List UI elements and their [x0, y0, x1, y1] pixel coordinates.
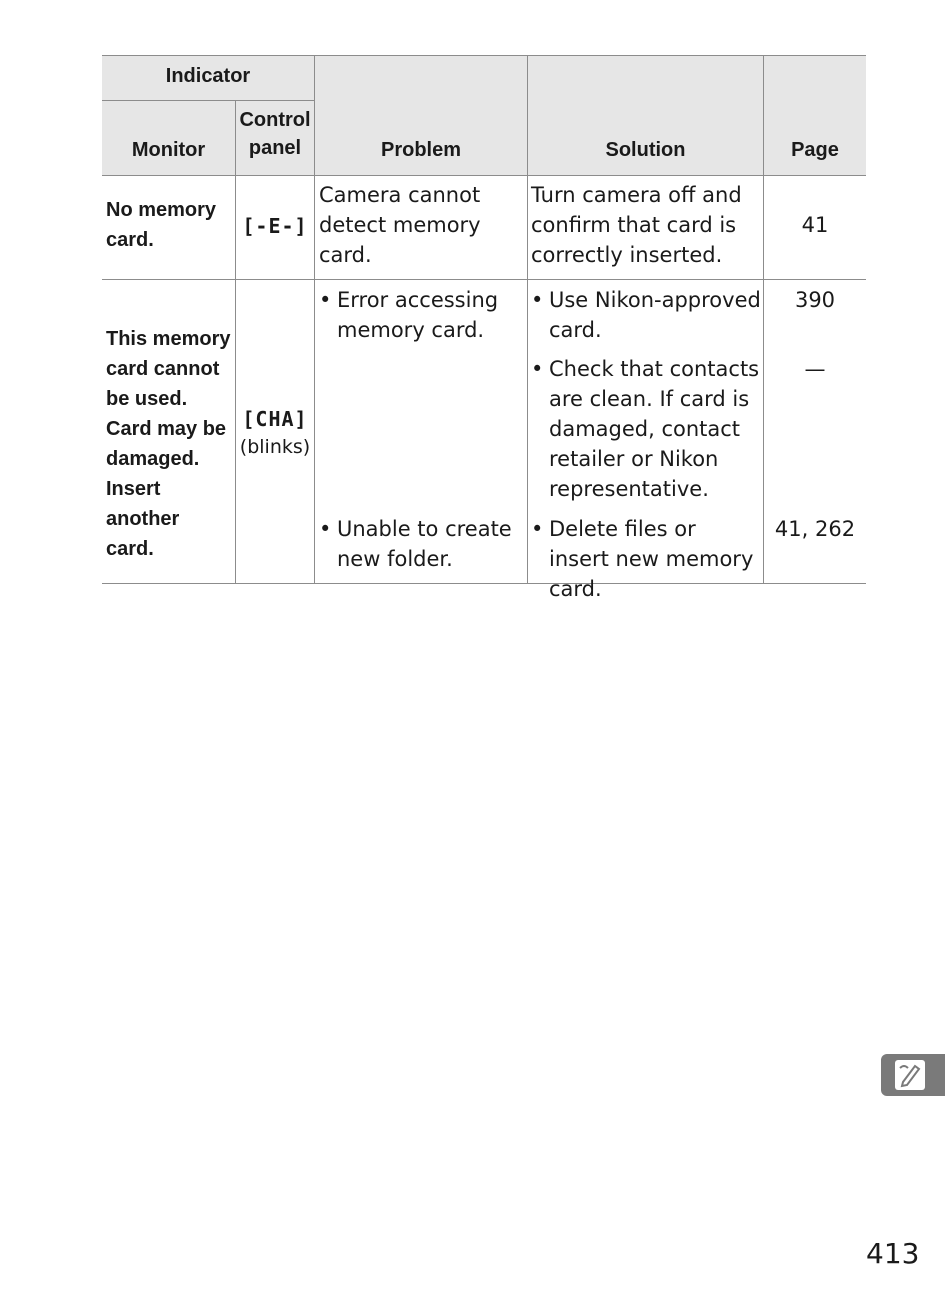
header-page: Page: [791, 139, 839, 161]
page-reference: 390: [794, 288, 836, 312]
monitor-message: This memory card cannot be used. Card may be damaged. Insert another card.: [106, 328, 231, 560]
table-header: [102, 55, 866, 176]
table-row: [102, 176, 866, 280]
header-solution: Solution: [605, 139, 686, 161]
page-reference: 41: [801, 213, 829, 237]
header-control-panel: Control panel: [239, 109, 311, 159]
problem-bullet: • Error accessing memory card.: [319, 285, 527, 345]
page-reference: —: [804, 357, 826, 381]
page-number: 413: [866, 1237, 920, 1270]
problem-bullet: • Unable to create new folder.: [319, 514, 527, 574]
solution-bullet: • Check that contacts are clean. If card is damaged, contact retailer or Nikon representative.: [531, 354, 761, 504]
solution-bullet: • Use Nikon-approved card.: [531, 285, 761, 345]
section-tab: [881, 1054, 945, 1096]
troubleshooting-table: [102, 55, 866, 601]
blinks-note: (blinks): [239, 436, 311, 458]
solution-bullet: • Delete files or insert new memory card.: [531, 514, 761, 604]
table-row: [102, 280, 866, 601]
control-panel-display: [CHA]: [242, 407, 308, 431]
header-monitor: Monitor: [131, 139, 206, 161]
control-panel-display: [-E-]: [242, 214, 308, 238]
problem-text: Camera cannot detect memory card.: [319, 183, 481, 267]
troubleshooting-icon: [895, 1060, 925, 1090]
solution-text: Turn camera off and confirm that card is correctly inserted.: [531, 183, 742, 267]
header-problem: Problem: [380, 139, 462, 161]
monitor-message: No memory card.: [106, 199, 217, 251]
page-reference: 41, 262: [774, 517, 856, 541]
header-indicator: Indicator: [165, 65, 251, 87]
